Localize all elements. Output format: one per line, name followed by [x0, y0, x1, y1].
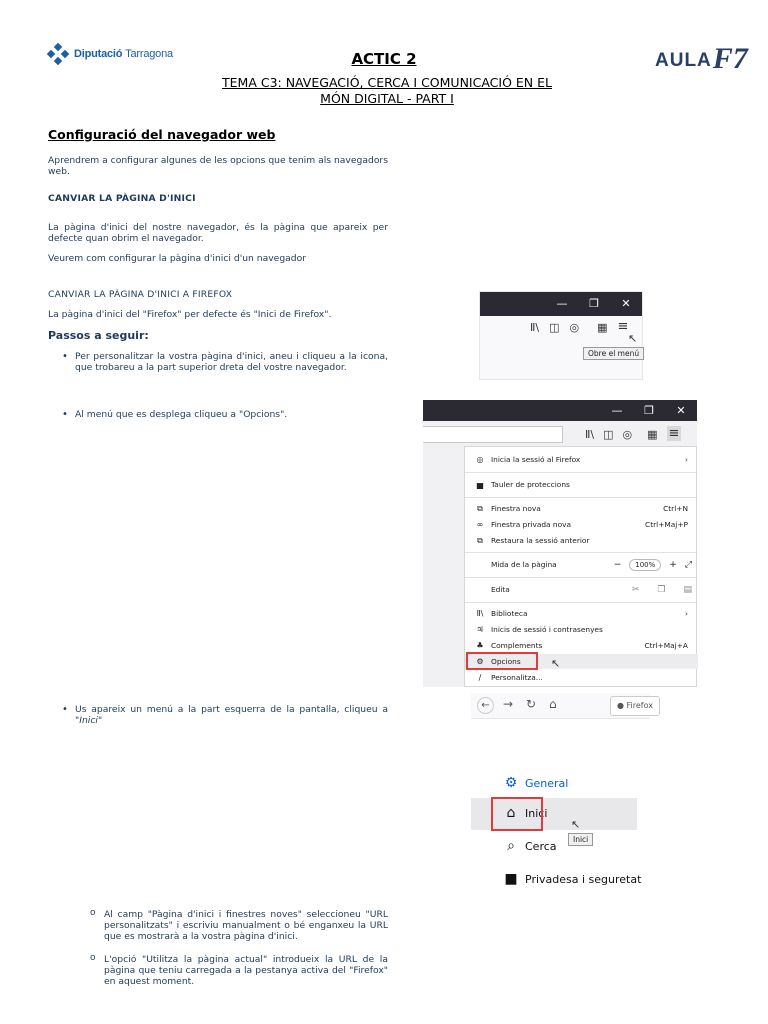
- cursor-icon: ↖: [571, 818, 581, 831]
- menu-item-private-window[interactable]: ∞ Finestra privada nova Ctrl+Maj+P: [465, 517, 698, 532]
- library-icon[interactable]: Ⅱ\: [530, 321, 540, 334]
- close-icon[interactable]: ✕: [676, 404, 686, 417]
- home-icon: ⌂: [506, 805, 516, 821]
- library-icon: Ⅱ\: [476, 609, 484, 618]
- zoom-controls: [614, 559, 692, 571]
- heading-firefox: CANVIAR LA PÀGINA D'INICI A FIREFOX: [48, 289, 233, 300]
- url-bar[interactable]: ● Firefox: [610, 696, 660, 716]
- screenshot-firefox-menu: [423, 400, 697, 687]
- account-icon[interactable]: ◎: [622, 428, 633, 441]
- pref-general[interactable]: ⚙ General: [504, 775, 569, 791]
- page-title: ACTIC 2: [351, 50, 417, 68]
- menu-tooltip: Obre el menú: [583, 347, 644, 360]
- cut-icon[interactable]: ✂: [631, 584, 640, 595]
- menu-item-zoom: Mida de la pàgina − 100% + ⤢: [491, 559, 692, 570]
- home-icon[interactable]: ⌂: [549, 697, 557, 711]
- new-window-icon: ⧉: [477, 503, 483, 513]
- firefox-paragraph: La pàgina d'inici del "Firefox" per defecte és "Inici de Firefox".: [48, 309, 332, 320]
- restore-icon: ⧉: [477, 535, 483, 545]
- title-bar: [423, 400, 697, 421]
- step-3: • Us apareix un menú a la part esquerra de la pantalla, cliqueu a "Inici": [75, 704, 388, 726]
- nav-bar: [471, 693, 654, 719]
- menu-item-logins[interactable]: ♃ Inicis de sessió i contrasenyes: [465, 622, 698, 637]
- aula-word: AULA: [655, 50, 712, 71]
- menu-item-edit: Edita ✂ ❐ ▤: [491, 584, 692, 595]
- heading-canviar: CANVIAR LA PÀGINA D'INICI: [48, 193, 196, 204]
- cursor-icon: ↖: [628, 332, 638, 345]
- heading-passos: Passos a seguir:: [48, 329, 149, 342]
- menu-item-customize[interactable]: ∕ Personalitza...: [465, 670, 698, 685]
- minimize-icon[interactable]: —: [556, 297, 568, 310]
- menu-item-new-window[interactable]: ⧉ Finestra nova Ctrl+N: [465, 501, 698, 516]
- substep-1: o Al camp "Pàgina d'inici i finestres noves" seleccioneu "URL personalitzats" i escriviu manualment o bé enganxeu la URL que es mostrarà a la vostra pàgina d'inici.: [104, 909, 388, 942]
- pref-cerca[interactable]: ⌕ Cerca: [503, 838, 557, 854]
- inici-highlight-box: [491, 797, 543, 831]
- firefox-icon: ●: [617, 701, 627, 710]
- url-bar[interactable]: [423, 426, 563, 443]
- zoom-in-button[interactable]: +: [669, 559, 677, 570]
- org-name-bold: Diputació: [74, 48, 123, 60]
- pref-privadesa[interactable]: ■ Privadesa i seguretat: [504, 871, 642, 887]
- restore-window-icon[interactable]: ❐: [644, 404, 654, 417]
- chevron-right-icon: ›: [685, 455, 688, 464]
- paste-icon[interactable]: ▤: [683, 584, 692, 595]
- options-highlight-box: [466, 652, 538, 670]
- fullscreen-icon[interactable]: ⤢: [684, 559, 692, 570]
- account-icon[interactable]: ◎: [569, 321, 580, 334]
- cursor-icon: ↖: [551, 657, 561, 670]
- inici-tooltip: Inici: [568, 833, 593, 846]
- intro-paragraph: Aprendrem a configurar algunes de les opcions que tenim als navegadors web.: [48, 155, 388, 177]
- sidebar-icon[interactable]: ◫: [549, 321, 560, 334]
- library-icon[interactable]: Ⅱ\: [585, 428, 595, 441]
- screenshot-toolbar: [479, 291, 643, 380]
- menu-item-addons[interactable]: ♣ Complements Ctrl+Maj+A: [465, 638, 698, 653]
- account-icon: ◎: [476, 455, 484, 464]
- veurem-paragraph: Veurem com configurar la pàgina d'inici d'un navegador: [48, 253, 307, 264]
- menu-item-restore-session[interactable]: ⧉ Restaura la sessió anterior: [465, 533, 698, 548]
- forward-button[interactable]: →: [503, 697, 514, 711]
- copy-icon[interactable]: ❐: [657, 584, 666, 595]
- gear-icon: ⚙: [504, 775, 518, 791]
- reload-button[interactable]: ↻: [526, 697, 537, 711]
- subtitle-line-1: TEMA C3: NAVEGACIÓ, CERCA I COMUNICACIÓ EN EL: [222, 75, 552, 90]
- chevron-right-icon: ›: [685, 609, 688, 618]
- extensions-icon[interactable]: ▦: [647, 428, 658, 441]
- menu-item-sign-in[interactable]: ◎ Inicia la sessió al Firefox ›: [465, 452, 698, 467]
- page-subtitle: [180, 75, 594, 107]
- sidebar-icon[interactable]: ◫: [603, 428, 614, 441]
- key-icon: ♃: [476, 625, 484, 634]
- minimize-icon[interactable]: —: [611, 404, 623, 417]
- menu-item-library[interactable]: Ⅱ\ Biblioteca ›: [465, 606, 698, 621]
- chart-icon: ▅: [476, 480, 484, 489]
- hamburger-menu-icon[interactable]: ≡: [668, 426, 680, 441]
- app-menu: [464, 446, 697, 687]
- extensions-icon[interactable]: ▦: [597, 321, 608, 334]
- menu-item-protections[interactable]: ▅ Tauler de proteccions: [465, 477, 698, 492]
- screenshot-preferences: [471, 693, 654, 893]
- menu-item-options[interactable]: ⚙ Opcions: [465, 654, 698, 669]
- hamburger-menu-icon[interactable]: ≡: [617, 319, 629, 334]
- brush-icon: ∕: [478, 673, 482, 682]
- aula-number: F7: [712, 42, 748, 75]
- org-name-rest: Tarragona: [125, 48, 173, 60]
- puzzle-icon: ♣: [476, 641, 484, 650]
- section-title: Configuració del navegador web: [48, 127, 276, 142]
- substep-2: o L'opció "Utilitza la pàgina actual" introdueix la URL de la pàgina que teniu carregada a la pestanya activa del "Firefox" en aquest moment.: [104, 954, 388, 987]
- subtitle-line-2: MÓN DIGITAL - PART I: [320, 91, 454, 106]
- inici-paragraph: La pàgina d'inici del nostre navegador, és la pàgina que apareix per defecte quan obrim el navegador.: [48, 222, 388, 244]
- restore-window-icon[interactable]: ❐: [589, 297, 599, 310]
- zoom-out-button[interactable]: −: [613, 559, 622, 570]
- inici-emphasis: Inici: [79, 715, 98, 726]
- title-bar: [480, 292, 642, 316]
- lock-icon: ■: [504, 871, 518, 887]
- zoom-level[interactable]: 100%: [629, 559, 661, 571]
- back-button[interactable]: ←: [477, 697, 494, 714]
- mask-icon: ∞: [476, 520, 484, 529]
- gear-icon: ⚙: [476, 657, 484, 666]
- pref-inici[interactable]: ⌂ Inici: [503, 805, 547, 821]
- step-1: • Per personalitzar la vostra pàgina d'inici, aneu i cliqueu a la icona, que trobareu a la part superior dreta del vostre navegador.: [75, 351, 388, 373]
- search-icon: ⌕: [507, 838, 515, 854]
- step-2: • Al menú que es desplega cliqueu a "Opcions".: [75, 409, 388, 420]
- close-icon[interactable]: ✕: [621, 297, 631, 310]
